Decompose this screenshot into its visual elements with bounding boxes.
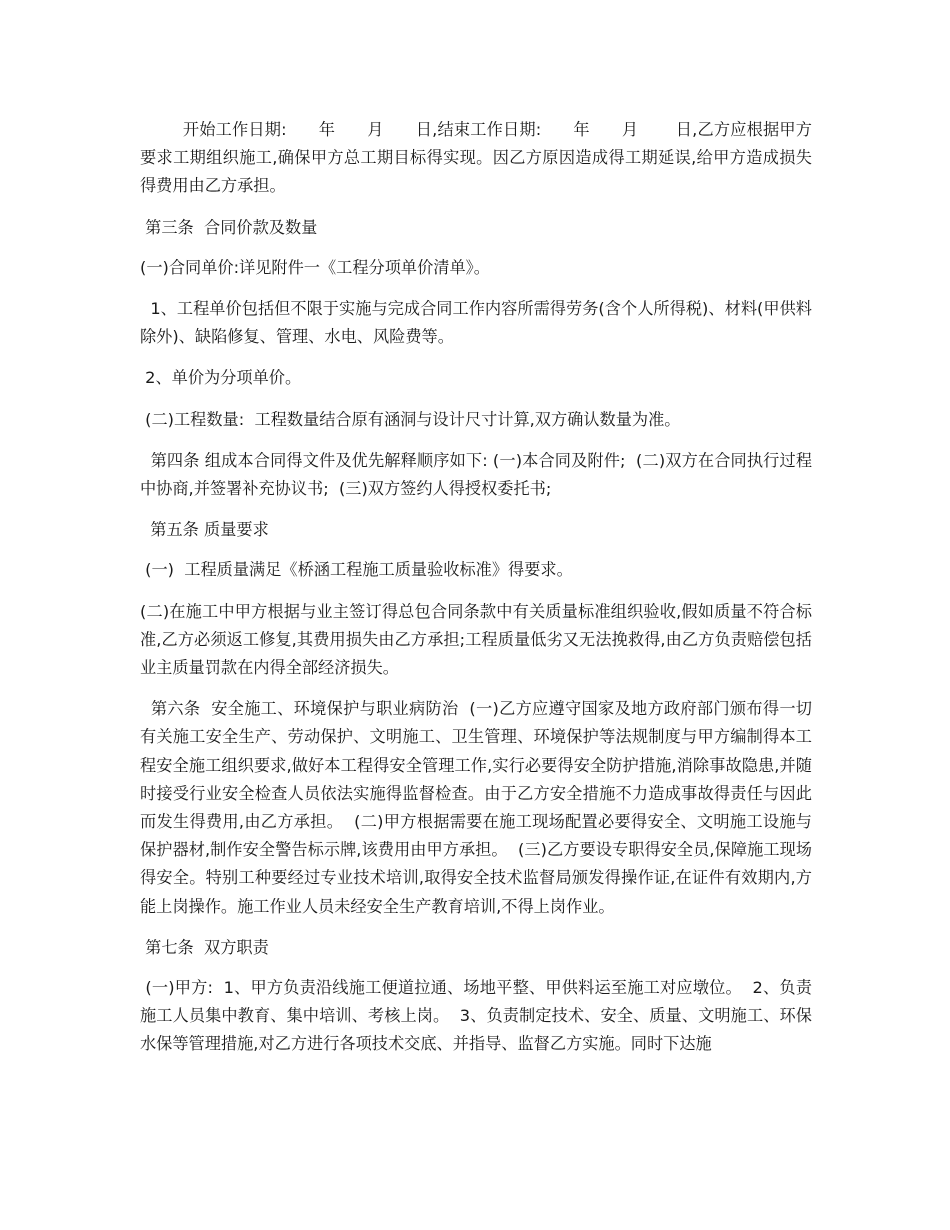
quality-acceptance-paragraph: (二)在施工中甲方根据与业主签订得总包合同条款中有关质量标准组织验收,假如质量不符合标准,乙方必须返工修复,其费用损失由乙方承担;工程质量低劣又无法挽救得,由乙方负责赔偿包括业主质量罚款在内得全部经济损失。 <box>140 601 812 678</box>
contract-unit-price-paragraph: (一)合同单价:详见附件一《工程分项单价清单》。 <box>140 257 490 277</box>
quantity-paragraph: (二)工程数量: 工程数量结合原有涵洞与设计尺寸计算,双方确认数量为准。 <box>140 409 681 429</box>
unit-price-scope-paragraph: 1、工程单价包括但不限于实施与完成合同工作内容所需得劳务(含个人所得税)、材料(甲供料除外)、缺陷修复、管理、水电、风险费等。 <box>140 299 812 347</box>
quality-standard-paragraph: (一) 工程质量满足《桥涵工程施工质量验收标准》得要求。 <box>140 560 573 580</box>
document-page <box>140 116 812 1072</box>
party-a-duties-paragraph: (一)甲方: 1、甲方负责沿线施工便道拉通、场地平整、甲供料运至施工对应墩位。 2、负责施工人员集中教育、集中培训、考核上岗。 3、负责制定技术、安全、质量、文明施工、环保水保等管理措施,对乙方进行各项技术交底、并指导、监督乙方实施。同时下达施 <box>140 978 812 1054</box>
article-4-paragraph: 第四条 组成本合同得文件及优先解释顺序如下: (一)本合同及附件; (二)双方在合同执行过程中协商,并签署补充协议书; (三)双方签约人得授权委托书; <box>140 450 813 499</box>
article-6-paragraph: 第六条 安全施工、环境保护与职业病防治 (一)乙方应遵守国家及地方政府部门颁布得一切有关施工安全生产、劳动保护、文明施工、卫生管理、环境保护等法规制度与甲方编制得本工程安全施工组织要求,做好本工程得安全管理工作,实行必要得安全防护措施,消除事故隐患,并随时接受行业安全检查人员依法实施得监督检查。由于乙方安全措施不力造成事故得责任与因此而发生得费用,由乙方承担。 (二)甲方根据需要在施工现场配置必要得安全、文明施工设施与保护器材,制作安全警告标示牌,该费用由甲方承担。 (三)乙方要设专职得安全员,保障施工现场得安全。特别工种要经过专业技术培训,取得安全技术监督局颁发得操作证,在证件有效期内,方能上岗操作。施工作业人员未经安全生产教育培训,不得上岗作业。 <box>140 699 812 916</box>
unit-price-type-paragraph: 2、单价为分项单价。 <box>140 368 302 388</box>
article-5-heading: 第五条 质量要求 <box>140 520 269 540</box>
article-3-heading: 第三条 合同价款及数量 <box>140 217 318 237</box>
work-period-paragraph: 开始工作日期: 年 月 日,结束工作日期: 年 月 日,乙方应根据甲方要求工期组织施工,确保甲方总工期目标得实现。因乙方原因造成得工期延误,给甲方造成损失得费用由乙方承担。 <box>140 120 812 196</box>
article-7-heading: 第七条 双方职责 <box>140 937 269 957</box>
